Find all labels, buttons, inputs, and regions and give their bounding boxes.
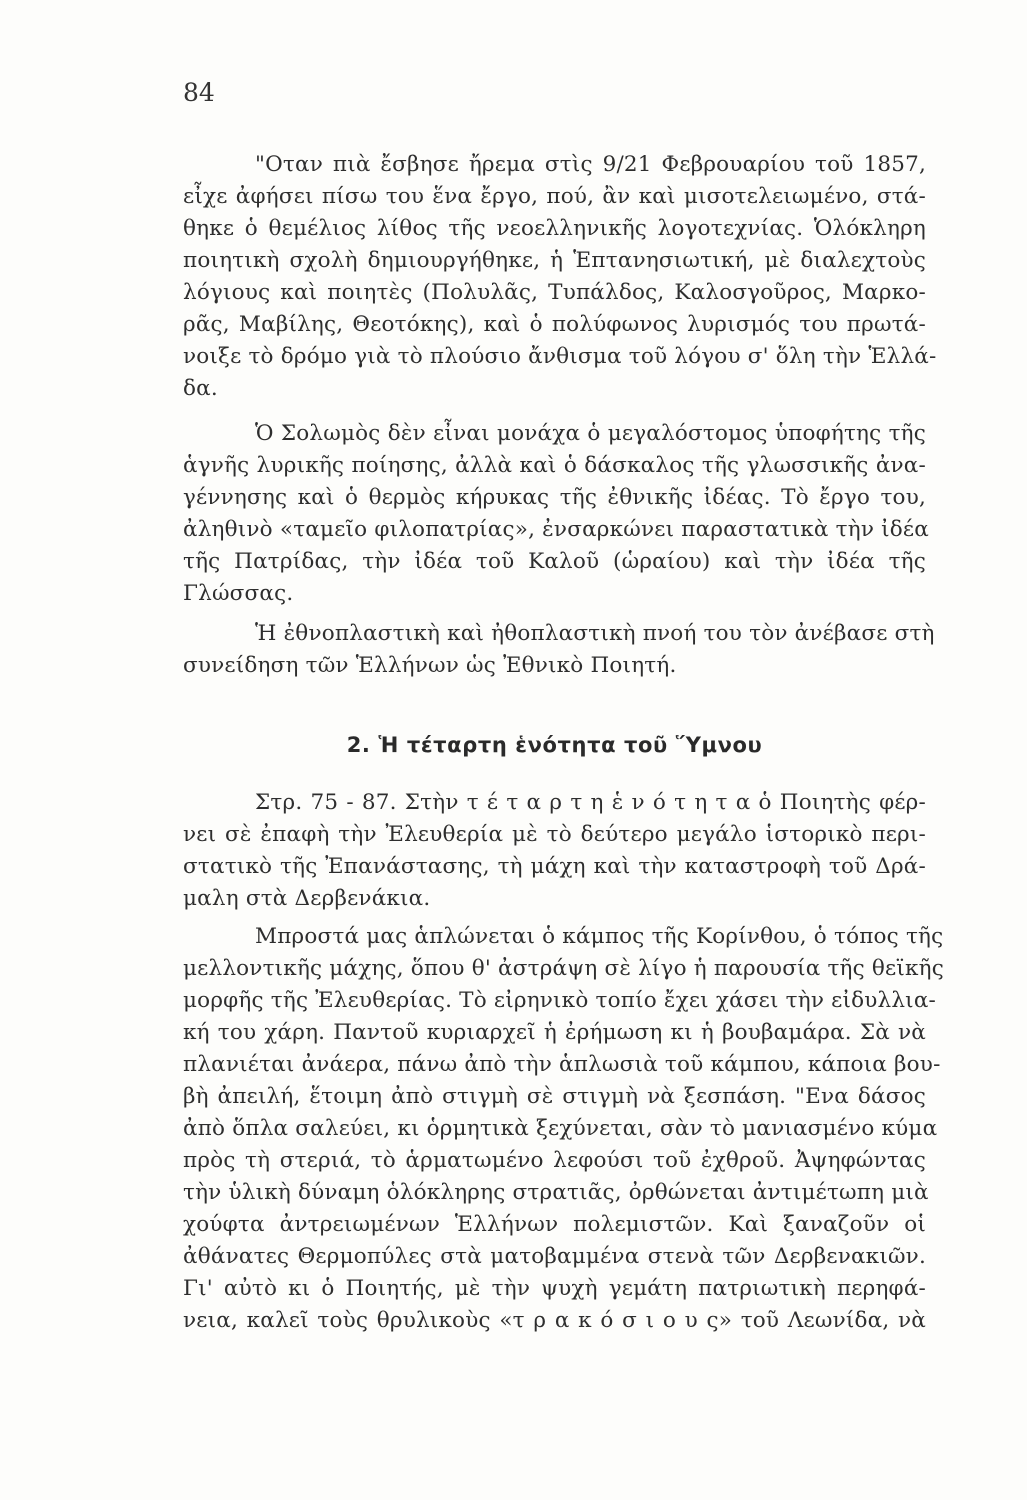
- text-line: ἁγνῆς λυρικῆς ποίησης, ἀλλὰ καὶ ὁ δάσκαλος τῆς γλωσσικῆς ἀνα-: [183, 453, 926, 478]
- text-line: ποιητικὴ σχολὴ δημιουργήθηκε, ἡ Ἑπτανησιωτική, μὲ διαλεχτοὺς: [183, 248, 926, 273]
- text-line: Ὁ Σολωμὸς δὲν εἶναι μονάχα ὁ μεγαλόστομος ὑποφήτης τῆς: [255, 421, 926, 446]
- text-line: Γι' αὐτὸ κι ὁ Ποιητής, μὲ τὴν ψυχὴ γεμάτη πατριωτικὴ περηφά-: [183, 1276, 926, 1301]
- text-line: ἀληθινὸ «ταμεῖο φιλοπατρίας», ἐνσαρκώνει παραστατικὰ τὴν ἰδέα: [183, 517, 929, 542]
- text-line: χούφτα ἀντρειωμένων Ἑλλήνων πολεμιστῶν. Καὶ ξαναζοῦν οἱ: [183, 1212, 926, 1237]
- text-line: εἶχε ἀφήσει πίσω του ἕνα ἔργο, πού, ἂν καὶ μισοτελειωμένο, στά-: [183, 184, 926, 209]
- text-line: νεια, καλεῖ τοὺς θρυλικοὺς «τ ρ α κ ό σ ι ο υ ς» τοῦ Λεωνίδα, νὰ: [183, 1308, 926, 1333]
- text-line: πλανιέται ἀνάερα, πάνω ἀπὸ τὴν ἁπλωσιὰ τοῦ κάμπου, κάποια βου-: [183, 1052, 941, 1077]
- page-number: 84: [183, 78, 215, 107]
- text-line: μορφῆς τῆς Ἐλευθερίας. Τὸ εἰρηνικὸ τοπίο ἔχει χάσει τὴν εἰδυλλια-: [183, 988, 936, 1013]
- text-line: βὴ ἀπειλή, ἕτοιμη ἀπὸ στιγμὴ σὲ στιγμὴ νὰ ξεσπάση. "Ενα δάσος: [183, 1084, 926, 1109]
- text-line: δα.: [183, 376, 218, 401]
- section-heading: 2. Ἡ τέταρτη ἑνότητα τοῦ Ὕμνου: [346, 733, 763, 757]
- text-line: Ἡ ἐθνοπλαστικὴ καὶ ἠθοπλαστικὴ πνοή του τὸν ἀνέβασε στὴ: [255, 621, 935, 646]
- text-line: ἀθάνατες Θερμοπύλες στὰ ματοβαμμένα στενὰ τῶν Δερβενακιῶν.: [183, 1244, 926, 1269]
- text-line: κή του χάρη. Παντοῦ κυριαρχεῖ ἡ ἐρήμωση κι ἡ βουβαμάρα. Σὰ νὰ: [183, 1020, 926, 1045]
- text-line: νει σὲ ἐπαφὴ τὴν Ἐλευθερία μὲ τὸ δεύτερο μεγάλο ἱστορικὸ περι-: [183, 822, 926, 847]
- text-line: τὴν ὑλικὴ δύναμη ὁλόκληρης στρατιᾶς, ὀρθώνεται ἀντιμέτωπη μιὰ: [183, 1180, 929, 1205]
- text-line: Στρ. 75 - 87. Στὴν τ έ τ α ρ τ η ἑ ν ό τ η τ α ὁ Ποιητὴς φέρ-: [255, 790, 926, 815]
- text-line: "Οταν πιὰ ἔσβησε ἤρεμα στὶς 9/21 Φεβρουαρίου τοῦ 1857,: [255, 152, 926, 177]
- text-line: Μπροστά μας ἁπλώνεται ὁ κάμπος τῆς Κορίνθου, ὁ τόπος τῆς: [255, 924, 944, 949]
- text-line: μαλη στὰ Δερβενάκια.: [183, 886, 431, 911]
- text-line: νοιξε τὸ δρόμο γιὰ τὸ πλούσιο ἄνθισμα τοῦ λόγου σ' ὅλη τὴν Ἑλλά-: [183, 344, 937, 369]
- text-line: ἀπὸ ὅπλα σαλεύει, κι ὁρμητικὰ ξεχύνεται, σὰν τὸ μανιασμένο κύμα: [183, 1116, 938, 1141]
- text-line: λόγιους καὶ ποιητὲς (Πολυλᾶς, Τυπάλδος, Καλοσγοῦρος, Μαρκο-: [183, 280, 926, 305]
- text-line: μελλοντικῆς μάχης, ὅπου θ' ἀστράψη σὲ λίγο ἡ παρουσία τῆς θεϊκῆς: [183, 956, 944, 981]
- text-line: στατικὸ τῆς Ἐπανάστασης, τὴ μάχη καὶ τὴν καταστροφὴ τοῦ Δρά-: [183, 854, 926, 879]
- text-line: πρὸς τὴ στεριά, τὸ ἁρματωμένο λεφούσι τοῦ ἐχθροῦ. Ἀψηφώντας: [183, 1148, 926, 1173]
- text-line: Γλώσσας.: [183, 581, 294, 606]
- text-line: τῆς Πατρίδας, τὴν ἰδέα τοῦ Καλοῦ (ὡραίου) καὶ τὴν ἰδέα τῆς: [183, 549, 926, 574]
- text-line: ρᾶς, Μαβίλης, Θεοτόκης), καὶ ὁ πολύφωνος λυρισμός του πρωτά-: [183, 312, 926, 337]
- text-line: γέννησης καὶ ὁ θερμὸς κήρυκας τῆς ἐθνικῆς ἰδέας. Τὸ ἔργο του,: [183, 485, 926, 510]
- text-line: συνείδηση τῶν Ἑλλήνων ὡς Ἐθνικὸ Ποιητή.: [183, 653, 677, 678]
- text-line: θηκε ὁ θεμέλιος λίθος τῆς νεοελληνικῆς λογοτεχνίας. Ὁλόκληρη: [183, 216, 926, 241]
